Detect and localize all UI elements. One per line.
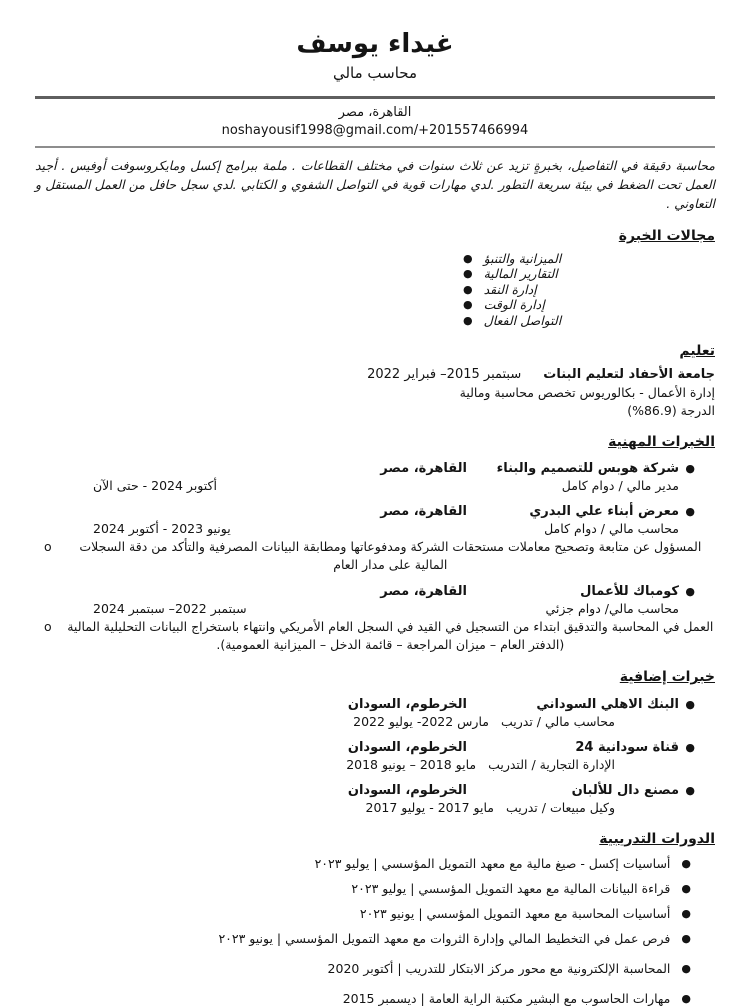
sub-bullet-icon: o [44,539,52,555]
list-item [463,282,715,298]
sub-bullet-icon: o [44,619,52,635]
section-heading-education: تعليم [679,343,715,360]
bullet-icon: ● [685,505,695,519]
contact-block [35,104,715,142]
bullet-icon: ● [463,313,473,327]
job-dates: أكتوبر 2024 - حتى الآن [93,478,217,494]
section-heading-additional: خبرات إضافية [619,669,715,686]
bullet-icon: ● [685,462,695,476]
company-location: القاهرة، مصر [380,584,467,600]
company-location: القاهرة، مصر [380,504,467,520]
expertise-item: إدارة الوقت [483,297,545,313]
list-item [463,297,715,313]
header-rule-top [35,96,715,99]
expertise-list [35,251,715,329]
organization-location: الخرطوم، السودان [347,696,467,712]
expertise-item: إدارة النقد [483,281,537,297]
additional-entry [35,739,715,773]
bullet-icon: ● [463,251,473,265]
list-item [463,251,715,267]
bullet-icon: ● [685,585,695,599]
job-role: محاسب مالي/ دوام جزئي [545,601,679,617]
expertise-item: التواصل الفعال [483,312,562,328]
job-entry [35,460,715,494]
bullet-icon: ● [681,857,691,871]
education-dates: سبتمبر 2015– فبراير 2022 [367,366,522,382]
school-name: جامعة الأحفاد لتعليم البنات [543,366,715,382]
organization-location: الخرطوم، السودان [347,739,467,755]
course-item: ● المحاسبة الإلكترونية مع محور مركز الابتكار للتدريب | أكتوبر 2020 [327,961,691,977]
role-label: وكيل مبيعات / تدريب [505,799,615,815]
role-label: الإدارة التجارية / التدريب [488,756,615,772]
list-item [463,266,715,282]
job-entry [35,503,715,574]
contact-location: القاهرة، مصر [338,104,412,120]
bullet-icon: ● [681,962,691,976]
contact-email-phone[interactable]: noshayousif1998@gmail.com/+201557466994 [221,123,529,139]
courses-list [35,854,715,1008]
section-heading-expertise: مجالات الخبرة [618,228,715,245]
company-name: معرض أبناء علي البدري [529,504,679,520]
header-rule-bottom [35,146,715,148]
job-role: مدير مالي / دوام كامل [561,478,679,494]
expertise-item: التقارير المالية [483,266,558,282]
job-entry [35,583,715,654]
role-dates: مارس 2022- يوليو 2022 [353,713,489,729]
list-item [463,313,715,329]
job-dates: يونيو 2023 - أكتوبر 2024 [93,521,231,537]
bullet-icon: ● [685,697,695,711]
profile-summary: محاسبة دقيقة في التفاصيل، بخبرةٍ تزيد عن ثلاث سنوات في مختلف القطاعات . ملمة ببرامج إكسل ومايكروسوفت أوفيس . أجيد العمل تحت الضغط في بيئة سريعة التطور .لدي مهارات قوية في التواصل الشفوي و الكتابي .لدي سجل حافل من العمل المستقل و التعاوني . [35,158,715,211]
course-item: ● أساسيات المحاسبة مع معهد التمويل المؤسسي | يونيو ٢٠٢٣ [359,906,691,922]
bullet-icon: ● [681,992,691,1006]
role-label: محاسب مالي / تدريب [500,713,615,729]
bullet-icon: ● [685,783,695,797]
bullet-icon: ● [463,282,473,296]
course-item: ● أساسيات إكسل - صيغ مالية مع معهد التمويل المؤسسي | يوليو ٢٠٢٣ [314,856,691,872]
course-item: ● مهارات الحاسوب مع البشير مكتبة الراية العامة | ديسمبر 2015 [342,991,691,1007]
bullet-icon: ● [685,740,695,754]
expertise-item: الميزانية والتنبؤ [483,250,562,266]
job-dates: سبتمبر 2022– سبتمبر 2024 [93,601,247,617]
role-dates: مايو 2018 – يونيو 2018 [346,756,477,772]
additional-entry [35,696,715,730]
course-item: ● فرص عمل في التخطيط المالي وإدارة الثروات مع معهد التمويل المؤسسي | يونيو ٢٠٢٣ [218,931,691,947]
person-job-title: محاسب مالي [332,63,418,82]
section-heading-courses: الدورات التدريبية [599,830,715,847]
bullet-icon: ● [681,907,691,921]
company-name: شركة هوبس للتصميم والبناء [496,461,679,477]
bullet-icon: ● [463,298,473,312]
education-entry [35,366,715,383]
additional-entry [35,782,715,816]
degree-name: إدارة الأعمال - بكالوريوس تخصص محاسبة ومالية [459,384,715,400]
organization-location: الخرطوم، السودان [347,782,467,798]
job-role: محاسب مالي / دوام كامل [544,521,679,537]
company-location: القاهرة، مصر [380,461,467,477]
job-description: المسؤول عن متابعة وتصحيح معاملات مستحقات الشركة ومدفوعاتها ومطابقة البيانات المصرفية والتأكد من دقة السجلات المالية على مدار العام [79,539,702,573]
bullet-icon: ● [681,932,691,946]
organization-name: قناة سودانية 24 [575,739,679,755]
job-description: العمل في المحاسبة والتدقيق ابتداء من التسجيل في القيد في السجل العام الأمريكي وانتهاء باستخراج البيانات التحليلية المالية (الدفتر العام – ميزان المراجعة – قائمة الدخل – الميزانية العمومية). [67,619,714,653]
course-item: ● قراءة البيانات المالية مع معهد التمويل المؤسسي | يوليو ٢٠٢٣ [351,881,691,897]
company-name: كومباك للأعمال [580,584,679,600]
bullet-icon: ● [681,882,691,896]
section-heading-experience: الخبرات المهنية [608,433,715,450]
role-dates: مايو 2017 - يوليو 2017 [365,799,494,815]
grade-value: الدرجة (86.9%) [627,402,715,418]
organization-name: مصنع دال للألبان [571,782,679,798]
organization-name: البنك الاهلي السوداني [536,696,679,712]
bullet-icon: ● [463,267,473,281]
person-name: غيداء يوسف [296,29,454,59]
